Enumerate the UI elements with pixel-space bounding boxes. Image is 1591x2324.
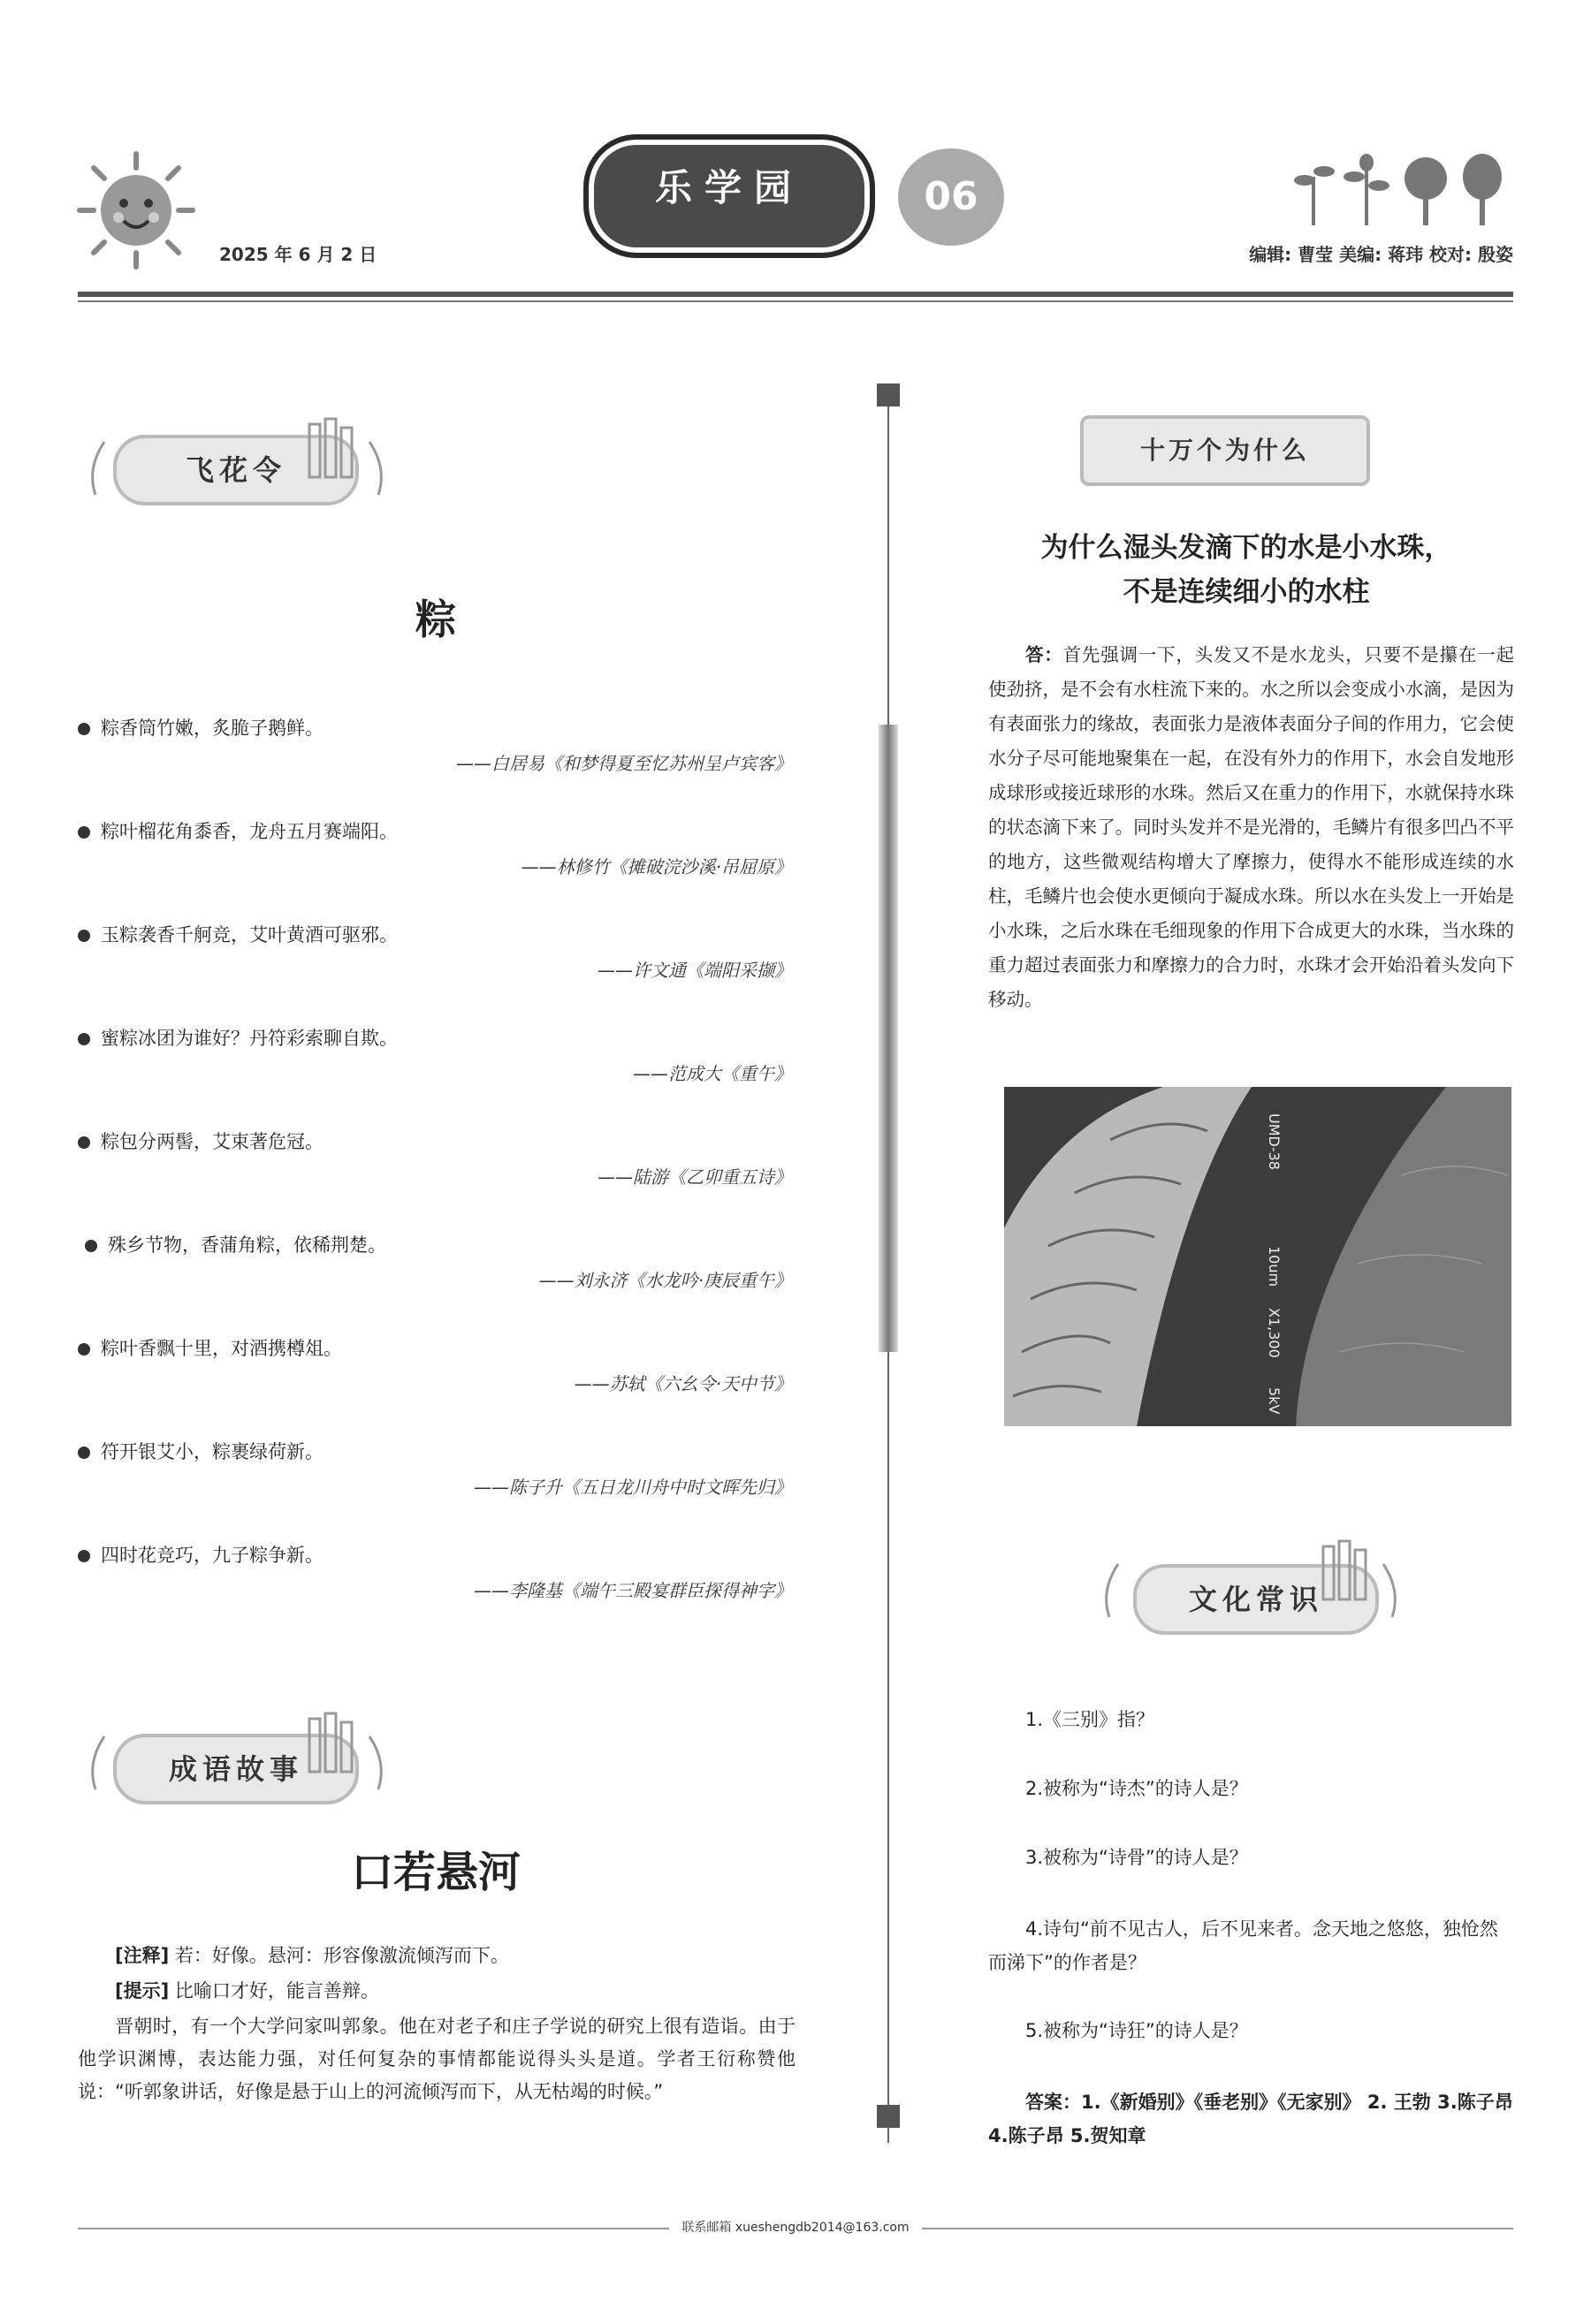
poem-keyword: 粽 [415,596,456,643]
divider-bar [879,725,898,1352]
section-tag-feihualing: 飞花令 [113,435,359,505]
idiom-note: [注释] 若：好像。悬河：形容像激流倾泻而下。 [115,1945,509,1966]
bullet-icon [78,1136,90,1149]
leaf-decoration-icon [78,415,396,504]
trees-icon [1292,150,1513,230]
idiom-hint: [提示] 比喻口才好，能言善辩。 [115,1980,379,2001]
leaf-decoration-icon [78,1710,396,1798]
verse-source: ——许文通《端阳采撷》 [598,960,792,981]
verse-line: 蜜粽冰团为谁好？丹符彩索聊自欺。 [78,1024,398,1051]
photo-label-kv: 5kV [1266,1387,1283,1415]
divider-bottom-square [877,2105,900,2128]
header-rule [78,292,1513,297]
verse-source: ——范成大《重午》 [633,1063,792,1084]
verse-line: 符开银艾小，粽裹绿荷新。 [78,1438,324,1464]
quiz-question: 1.《三别》指？ [1025,1709,1155,1730]
question-title: 为什么湿头发滴下的水是小水珠， 不是连续细小的水柱 [1040,532,1452,608]
header-rule-thin [78,300,1513,302]
editor-credits: 编辑: 曹莹 美编: 蒋玮 校对: 殷姿 [1249,244,1513,265]
verse-line: 四时花竞巧，九子粽争新。 [78,1541,324,1568]
verse-source: ——李隆基《端午三殿宴群臣探得神字》 [474,1580,792,1601]
bullet-icon [78,1550,90,1562]
issue-date: 2025 年 6 月 2 日 [219,244,377,265]
verse-source: ——林修竹《摊破浣沙溪·吊屈原》 [521,856,792,877]
verse-line: 粽叶香飘十里，对酒携樽俎。 [78,1334,342,1361]
verse-source: ——苏轼《六幺令·天中节》 [574,1373,792,1394]
bullet-icon [78,826,90,839]
section-tag-idiom: 成语故事 [113,1734,359,1804]
bullet-icon [78,1343,90,1356]
footer-contact: 联系邮箱 xueshengdb2014@163.com [0,2218,1591,2236]
verse-line: 粽香筒竹嫩，炙脆子鹅鲜。 [78,714,324,740]
masthead-title: 乐学园 [654,166,803,209]
bullet-icon [78,930,90,942]
bullet-icon [78,723,90,735]
verse-source: ——陆游《乙卯重五诗》 [598,1166,792,1188]
answer-paragraph: 答：首先强调一下，头发又不是水龙头，只要不是攥在一起使劲挤，是不会有水柱流下来的。水之所以会变成小水滴，是因为有表面张力的缘故，表面张力是液体表面分子间的作用力，它会使水分子尽可能地聚集在一起，在没有外力的作用下，水会自发地形成球形或接近球形的水珠。然后又在重力的作用下，水就保持水珠的状态滴下来了。同时头发并不是光滑的，毛鳞片有很多凹凸不平的地方，这些微观结构增大了摩擦力，使得水不能形成连续的水柱，毛鳞片也会使水更倾向于凝成水珠。所以水在头发上一开始是小水珠，之后水珠在毛细现象的作用下合成更大的水珠，当水珠的重力超过表面张力和摩擦力的合力时，水珠才会开始沿着头发向下移动。 [988,644,1515,1010]
bullet-icon [78,1033,90,1045]
verse-source: ——白居易《和梦得夏至忆苏州呈卢宾客》 [456,753,792,774]
photo-label-umd: UMD-38 [1266,1113,1283,1170]
quiz-question: 2.被称为“诗杰”的诗人是？ [1025,1778,1248,1799]
sun-icon [74,148,198,272]
leaf-decoration-icon [1092,1538,1410,1626]
bullet-icon [85,1240,97,1252]
hair-micrograph-photo [1004,1087,1511,1426]
divider-top-square [877,384,900,406]
quiz-question: 4.诗句“前不见古人，后不见来者。念天地之悠悠，独怆然而涕下”的作者是？ [988,1918,1498,1973]
bullet-icon [78,1447,90,1459]
verse-source: ——刘永济《水龙吟·庚辰重午》 [538,1270,792,1291]
section-tag-why: 十万个为什么 [1080,415,1370,486]
quiz-answers: 答案：1.《新婚别》《垂老别》《无家别》 2. 王勃 3.陈子昂 4.陈子昂 5.贺知章 [988,2092,1513,2146]
verse-line: 殊乡节物，香蒲角粽，依稀荆楚。 [85,1231,386,1257]
photo-label-scale: 10um [1266,1246,1283,1287]
quiz-question: 5.被称为“诗狂”的诗人是？ [1025,2020,1248,2041]
quiz-question: 3.被称为“诗骨”的诗人是？ [1025,1847,1248,1868]
page-number: 06 [898,148,1004,246]
section-tag-culture: 文化常识 [1133,1564,1379,1635]
idiom-title: 口若悬河 [350,1848,521,1897]
idiom-story: 晋朝时，有一个大学问家叫郭象。他在对老子和庄子学说的研究上很有造诣。由于他学识渊博，表达能力强，对任何复杂的事情都能说得头头是道。学者王衍称赞他说：“听郭象讲话，好像是悬于山上的河流倾泻而下，从无枯竭的时候。” [78,2016,796,2102]
verse-line: 粽包分两髻，艾束著危冠。 [78,1128,324,1154]
verse-source: ——陈子升《五日龙川舟中时文晖先归》 [474,1477,792,1498]
verse-line: 粽叶榴花角黍香，龙舟五月赛端阳。 [78,817,398,844]
photo-label-zoom: X1,300 [1266,1308,1283,1358]
verse-line: 玉粽袭香千舸竞，艾叶黄酒可驱邪。 [78,921,398,947]
